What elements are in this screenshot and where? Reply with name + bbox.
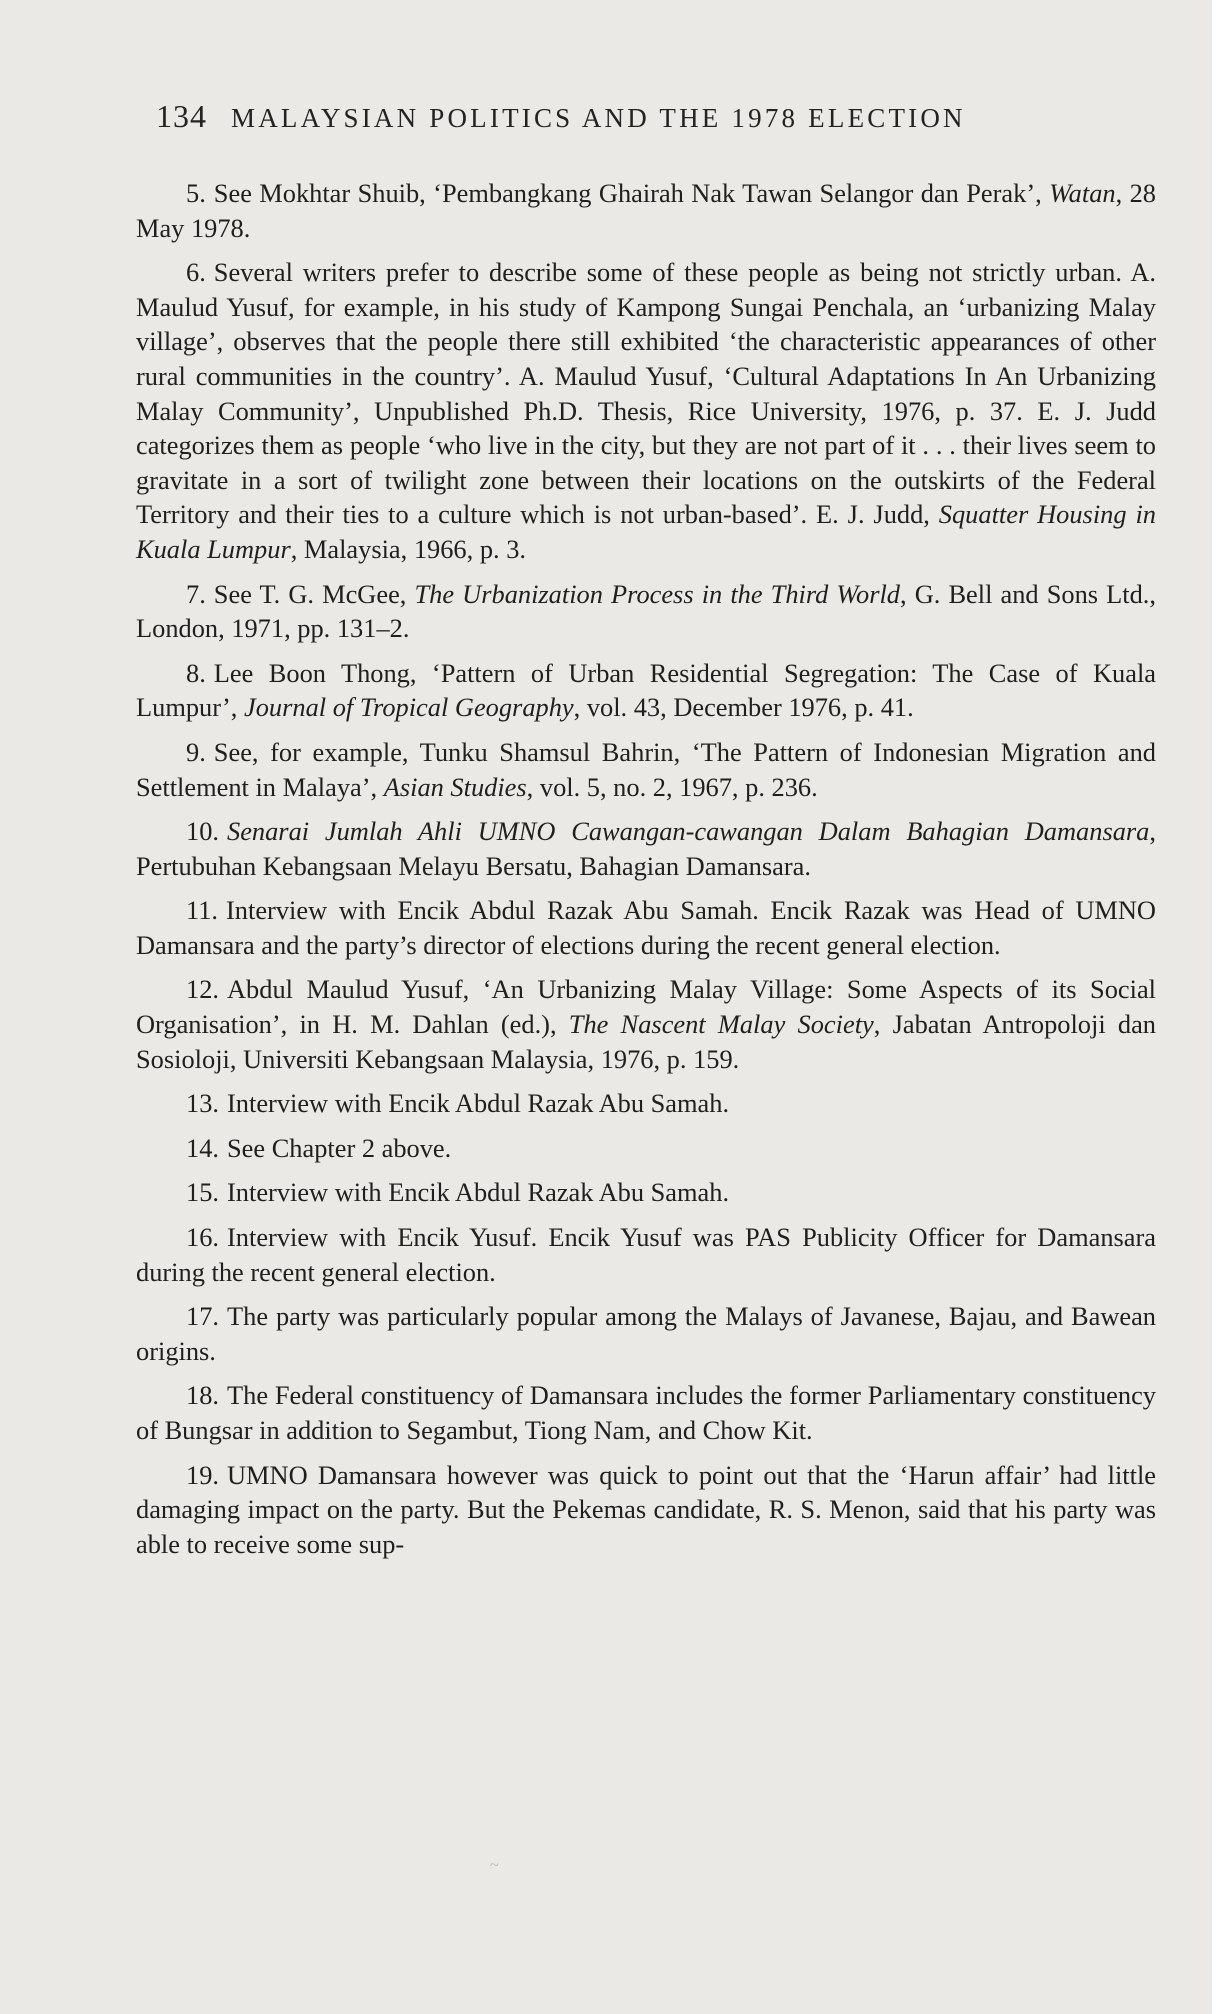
endnote-text: , vol. 43, December 1976, p. 41. — [573, 692, 914, 723]
endnote — [136, 176, 1156, 245]
endnote-number: 15. — [186, 1177, 219, 1208]
endnote-number: 6. — [186, 257, 206, 288]
endnote-text: , Jabatan Antropoloji dan Sosioloji, Universiti Kebangsaan Malaysia, 1976, p. 159. — [136, 1009, 1156, 1074]
endnote-text: , vol. 5, no. 2, 1967, p. 236. — [526, 771, 818, 802]
endnote-italic-title: The Nascent Malay Society — [568, 1009, 874, 1040]
endnote-italic-title: Watan — [1049, 178, 1116, 208]
endnote-text: , 28 May 1978. — [136, 178, 1156, 243]
endnote-text: , G. Bell and Sons Ltd., London, 1971, pp. 131–2. — [136, 578, 1156, 644]
endnote-italic-title: Senarai Jumlah Ahli UMNO Cawangan-cawangan Dalam Bahagian Damansara — [227, 816, 1150, 847]
endnote-number: 17. — [186, 1301, 219, 1332]
endnote-italic-title: Squatter Housing in Kuala Lumpur — [136, 499, 1156, 564]
endnote-text: , Pertubuhan Kebangsaan Melayu Bersatu, Bahagian Damansara. — [136, 816, 1156, 881]
endnote-number: 10. — [186, 816, 219, 847]
endnote-text: Lee Boon Thong, ‘Pattern of Urban Residential Segregation: The Case of Kuala Lumpur’, — [136, 657, 1156, 723]
endnote-number: 7. — [186, 578, 206, 609]
print-smudge: ~ — [490, 1857, 499, 1874]
endnote — [136, 972, 1156, 1076]
endnote — [136, 1131, 1156, 1166]
endnote — [136, 893, 1156, 962]
running-header — [156, 98, 966, 135]
endnote-number: 8. — [186, 657, 206, 688]
endnote-text: Abdul Maulud Yusuf, ‘An Urbanizing Malay Village: Some Aspects of its Social Organisation’, in H. M. Dahlan (ed.), — [136, 974, 1156, 1040]
endnote-number: 5. — [186, 178, 206, 208]
endnote-text: See Mokhtar Shuib, ‘Pembangkang Ghairah Nak Tawan Selangor dan Perak’, — [213, 178, 1050, 208]
endnote — [136, 1220, 1156, 1289]
endnote-italic-title: Journal of Tropical Geography — [244, 692, 574, 723]
endnote-number: 16. — [186, 1222, 219, 1253]
endnote-text: The party was particularly popular among the Malays of Javanese, Bajau, and Bawean origins. — [136, 1301, 1156, 1366]
endnote-number: 12. — [186, 974, 219, 1005]
endnote-number: 19. — [186, 1459, 219, 1490]
endnote — [136, 577, 1156, 646]
endnote-text: Interview with Encik Abdul Razak Abu Samah. — [227, 1088, 730, 1119]
endnote-text: See, for example, Tunku Shamsul Bahrin, ‘The Pattern of Indonesian Migration and Settlement in Malaya’, — [136, 736, 1156, 802]
endnote — [136, 1299, 1156, 1368]
endnote-text: Interview with Encik Yusuf. Encik Yusuf was PAS Publicity Officer for Damansara during the recent general election. — [136, 1222, 1156, 1287]
endnote — [136, 255, 1156, 566]
endnote-text: UMNO Damansara however was quick to point out that the ‘Harun affair’ had little damaging impact on the party. But the Pekemas candidate, R. S. Menon, said that his party was able to receive some sup- — [136, 1459, 1156, 1559]
endnote-text: , Malaysia, 1966, p. 3. — [290, 533, 527, 564]
endnote-number: 14. — [186, 1132, 219, 1163]
endnote-number: 18. — [186, 1380, 219, 1411]
endnote — [136, 1458, 1156, 1562]
endnote — [136, 1175, 1156, 1210]
endnote — [136, 1378, 1156, 1447]
running-title: MALAYSIAN POLITICS AND THE 1978 ELECTION — [231, 103, 966, 133]
endnote-text: Several writers prefer to describe some of these people as being not strictly urban. A. Maulud Yusuf, for example, in his study of Kampong Sungai Penchala, an ‘urbanizing Malay village’, observes that the people there still exhibited ‘the characteristic appearances of other rural communities in the country’. A. Maulud Yusuf, ‘Cultural Adaptations In An Urbanizing Malay Community’, Unpublished Ph.D. Thesis, Rice University, 1976, p. 37. E. J. Judd categorizes them as people ‘who live in the city, but they are not part of it . . . their lives seem to gravitate in a sort of twilight zone between their locations on the outskirts of the Federal Territory and their ties to a culture which is not urban-based’. E. J. Judd, — [136, 257, 1156, 530]
endnote-number: 11. — [186, 895, 219, 926]
page-edge — [1212, 0, 1226, 2014]
endnote-text: See T. G. McGee, — [213, 578, 415, 609]
endnotes-list — [136, 176, 1156, 1571]
endnote-text: Interview with Encik Abdul Razak Abu Samah. — [227, 1177, 730, 1208]
endnote-text: Interview with Encik Abdul Razak Abu Samah. Encik Razak was Head of UMNO Damansara and the party’s director of elections during the recent general election. — [136, 895, 1156, 960]
endnote-text: See Chapter 2 above. — [227, 1132, 452, 1163]
page-number: 134 — [156, 98, 207, 134]
endnote-italic-title: Asian Studies — [383, 771, 527, 802]
endnote-italic-title: The Urbanization Process in the Third World — [414, 578, 900, 609]
endnote — [136, 1086, 1156, 1121]
endnote — [136, 656, 1156, 725]
endnote — [136, 814, 1156, 883]
endnote-number: 9. — [186, 736, 206, 767]
endnote-text: The Federal constituency of Damansara includes the former Parliamentary constituency of Bungsar in addition to Segambut, Tiong Nam, and Chow Kit. — [136, 1380, 1156, 1445]
endnote — [136, 735, 1156, 804]
endnote-number: 13. — [186, 1088, 219, 1119]
